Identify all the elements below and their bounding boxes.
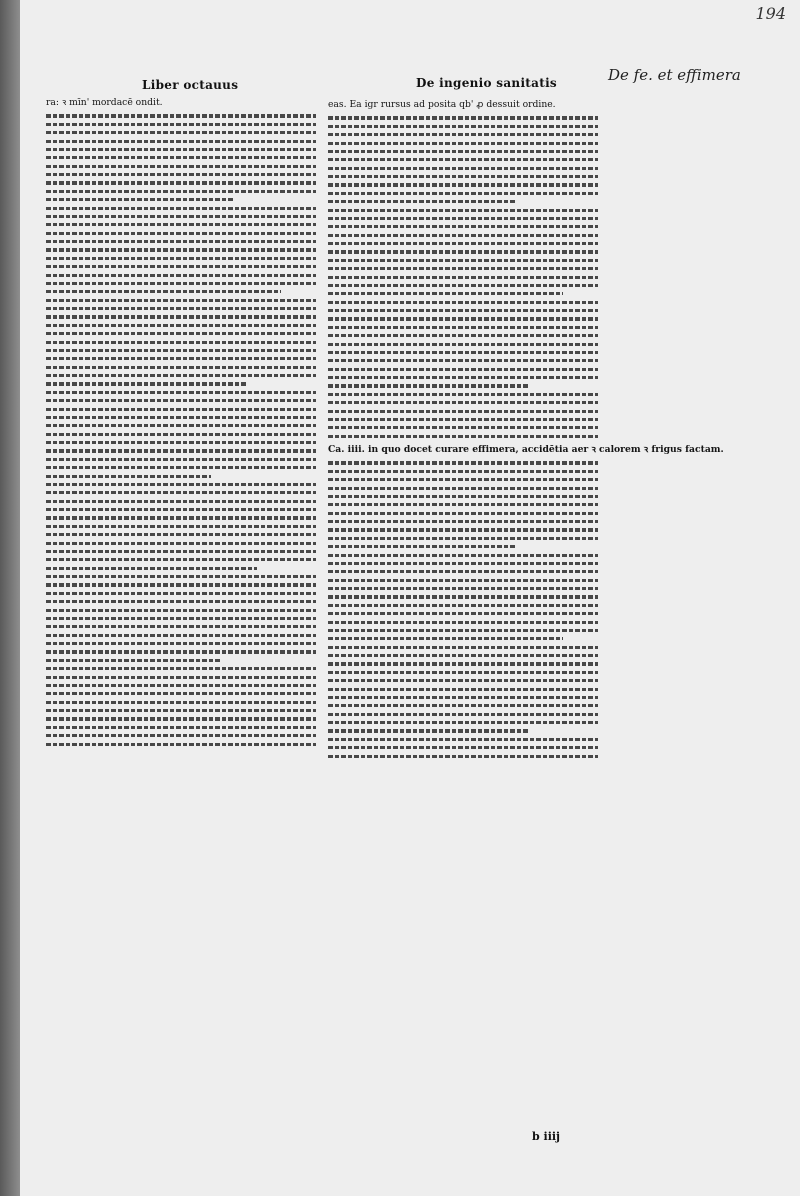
folio-number: 194	[755, 4, 786, 23]
text-line	[46, 299, 316, 302]
text-line	[46, 449, 316, 452]
running-head-right: De ingenio sanitatis	[416, 76, 557, 90]
text-line	[46, 516, 316, 519]
text-line	[46, 290, 281, 293]
text-line	[46, 315, 316, 318]
text-line	[328, 234, 598, 237]
text-line	[328, 292, 563, 295]
text-line	[328, 418, 598, 421]
text-line	[46, 114, 316, 117]
text-line	[328, 629, 598, 632]
text-line	[328, 721, 598, 724]
text-line	[328, 654, 598, 657]
text-line	[328, 183, 598, 186]
text-line	[46, 717, 316, 720]
text-line	[46, 617, 316, 620]
text-line	[328, 175, 598, 178]
text-line	[46, 332, 316, 335]
text-line	[328, 604, 598, 607]
text-line	[328, 125, 598, 128]
text-line	[46, 525, 316, 528]
text-line	[328, 595, 598, 598]
text-line	[328, 276, 598, 279]
text-line	[46, 667, 316, 670]
text-line	[46, 458, 316, 461]
text-line	[46, 441, 316, 444]
text-line	[328, 755, 598, 758]
text-line	[46, 642, 316, 645]
text-line	[46, 433, 316, 436]
text-line	[328, 435, 598, 438]
text-line	[46, 609, 316, 612]
text-line	[328, 503, 598, 506]
text-line	[328, 662, 598, 665]
text-line	[46, 366, 316, 369]
signature-mark: b iiij	[532, 1130, 561, 1143]
text-line	[46, 583, 316, 586]
text-line	[46, 156, 316, 159]
text-line	[46, 374, 316, 377]
text-line	[328, 495, 598, 498]
text-line	[46, 131, 316, 134]
text-line	[46, 692, 316, 695]
text-line	[46, 215, 316, 218]
text-line	[328, 284, 598, 287]
text-line	[328, 587, 598, 590]
text-line	[46, 491, 316, 494]
text-line	[46, 123, 316, 126]
text-line	[328, 461, 598, 464]
text-line	[46, 265, 316, 268]
text-line	[328, 410, 598, 413]
text-line	[328, 376, 598, 379]
left-column-body	[46, 114, 316, 745]
text-line	[328, 368, 598, 371]
text-line	[328, 351, 598, 354]
text-line	[46, 248, 316, 251]
text-line	[328, 512, 598, 515]
right-column-first-line: eas. Ea igr rursus ad posita qb' ꝓ dessuit ordine.	[328, 99, 556, 110]
text-line	[328, 621, 598, 624]
text-line	[46, 424, 316, 427]
text-line	[328, 209, 598, 212]
text-line	[46, 282, 316, 285]
text-line	[46, 207, 316, 210]
text-line	[328, 359, 598, 362]
text-line	[46, 466, 316, 469]
text-line	[328, 537, 598, 540]
text-line	[46, 659, 222, 662]
text-line	[328, 671, 598, 674]
text-line	[46, 542, 316, 545]
text-line	[328, 326, 598, 329]
text-line	[46, 349, 316, 352]
text-line	[46, 709, 316, 712]
text-line	[328, 309, 598, 312]
text-line	[46, 533, 316, 536]
text-line	[328, 696, 598, 699]
text-line	[46, 307, 316, 310]
text-line	[46, 223, 316, 226]
text-line	[328, 478, 598, 481]
text-line	[328, 545, 517, 548]
text-line	[46, 701, 316, 704]
text-line	[46, 508, 316, 511]
text-line	[46, 341, 316, 344]
text-line	[46, 357, 316, 360]
text-line	[328, 250, 598, 253]
text-line	[328, 225, 598, 228]
text-line	[46, 148, 316, 151]
text-line	[46, 240, 316, 243]
text-line	[46, 190, 316, 193]
text-line	[46, 257, 316, 260]
text-line	[46, 475, 211, 478]
text-line	[328, 192, 598, 195]
text-line	[46, 567, 257, 570]
text-line	[46, 676, 316, 679]
text-line	[328, 637, 563, 640]
text-line	[46, 399, 316, 402]
text-line	[328, 393, 598, 396]
text-line	[328, 426, 598, 429]
text-line	[46, 726, 316, 729]
text-line	[46, 165, 316, 168]
text-line	[328, 579, 598, 582]
text-line	[328, 713, 598, 716]
text-line	[328, 528, 598, 531]
text-line	[46, 558, 316, 561]
text-line	[328, 612, 598, 615]
text-line	[328, 317, 598, 320]
text-line	[46, 324, 316, 327]
text-line	[328, 167, 598, 170]
text-line	[328, 487, 598, 490]
text-line	[46, 274, 316, 277]
text-line	[46, 575, 316, 578]
text-line	[46, 391, 316, 394]
text-line	[328, 646, 598, 649]
text-line	[328, 746, 598, 749]
running-head-left: Liber octauus	[142, 78, 239, 92]
text-line	[46, 592, 316, 595]
text-line	[328, 554, 598, 557]
text-line	[328, 242, 598, 245]
text-line	[328, 520, 598, 523]
right-column-body-bottom	[328, 461, 598, 757]
text-line	[328, 301, 598, 304]
text-line	[328, 259, 598, 262]
handwritten-margin-note: De fe. et effimera	[608, 66, 741, 84]
text-line	[46, 684, 316, 687]
text-line	[328, 729, 528, 732]
text-line	[328, 688, 598, 691]
text-line	[46, 550, 316, 553]
right-text-column	[328, 98, 724, 1136]
text-line	[328, 562, 598, 565]
text-line	[46, 634, 316, 637]
text-line	[46, 483, 316, 486]
text-line	[328, 704, 598, 707]
text-line	[328, 158, 598, 161]
text-line	[328, 217, 598, 220]
scan-edge	[0, 0, 20, 1196]
text-line	[46, 650, 316, 653]
left-column-first-line: ra: ꝛ mīn' mordacē ondit.	[46, 97, 163, 108]
text-line	[328, 401, 598, 404]
right-column-body-top	[328, 116, 598, 437]
text-line	[328, 142, 598, 145]
text-line	[328, 570, 598, 573]
text-line	[46, 140, 316, 143]
text-line	[328, 679, 598, 682]
chapter-heading: Ca. iiii. in quo docet curare effimera, accidētia aer ꝛ calorem ꝛ frigus factam.	[328, 444, 724, 456]
text-line	[46, 408, 316, 411]
text-line	[328, 267, 598, 270]
text-line	[46, 382, 246, 385]
text-line	[328, 200, 517, 203]
text-line	[328, 150, 598, 153]
text-line	[46, 734, 316, 737]
text-line	[328, 343, 598, 346]
text-line	[46, 232, 316, 235]
text-line	[328, 470, 598, 473]
text-line	[328, 334, 598, 337]
text-line	[46, 173, 316, 176]
text-line	[328, 133, 598, 136]
text-line	[328, 116, 598, 119]
text-line	[328, 738, 598, 741]
text-line	[328, 384, 528, 387]
text-line	[46, 181, 316, 184]
text-line	[46, 743, 316, 746]
text-line	[46, 198, 235, 201]
text-line	[46, 625, 316, 628]
text-line	[46, 600, 316, 603]
left-text-column	[46, 96, 316, 1132]
text-line	[46, 416, 316, 419]
text-line	[46, 500, 316, 503]
